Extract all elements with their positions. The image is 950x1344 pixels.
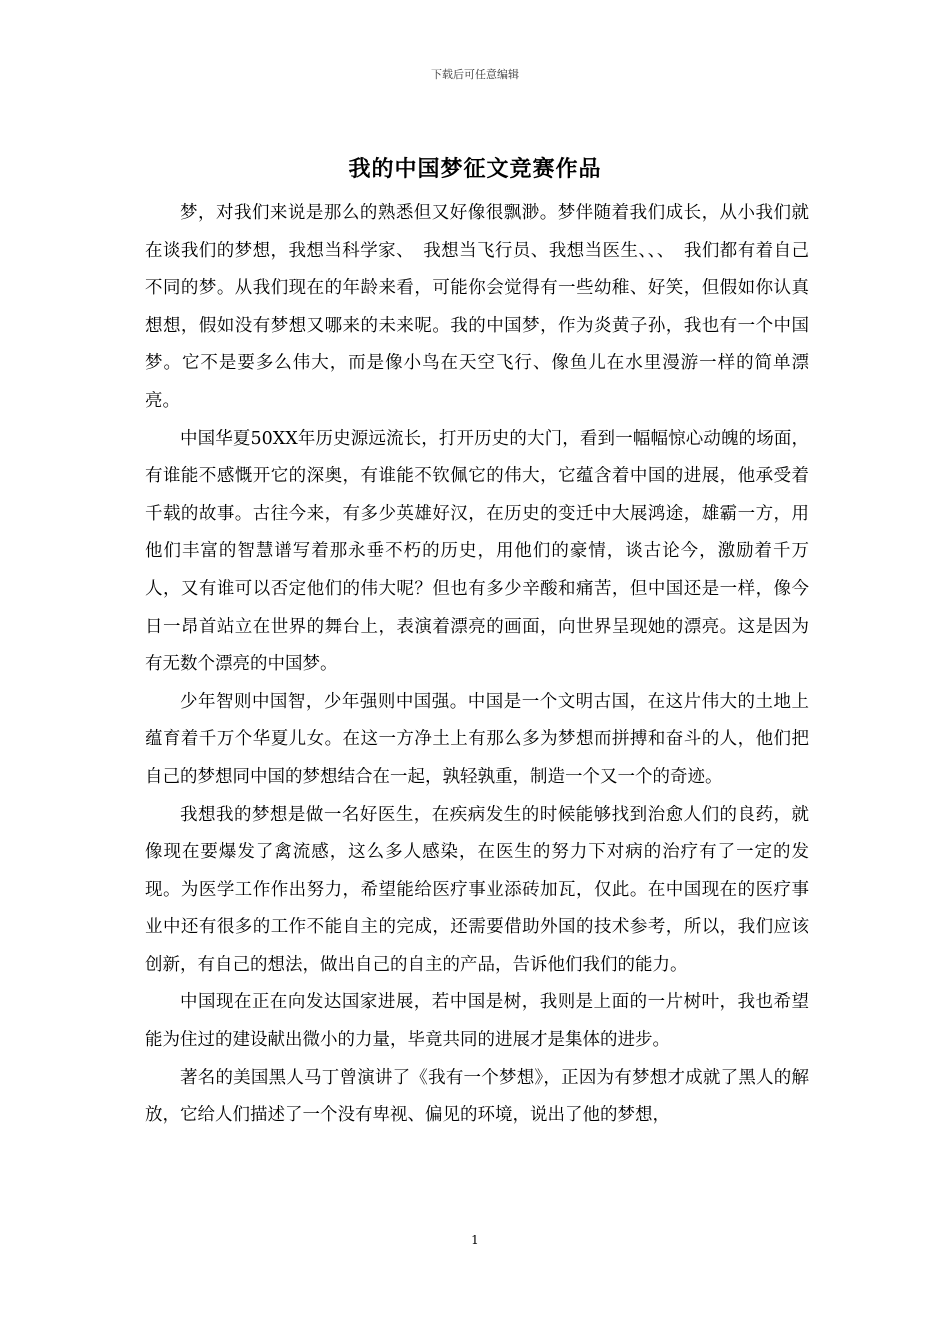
paragraph: 少年智则中国智，少年强则中国强。中国是一个文明古国，在这片伟大的土地上蕴育着千万个华夏儿女。在这一方净土上有那么多为梦想而拼搏和奋斗的人，他们把自己的梦想同中国的梦想结合在一起，孰轻孰重，制造一个又一个的奇迹。 (145, 691, 809, 787)
page-header: 下载后可任意编辑 (431, 68, 519, 81)
paragraph: 中国现在正在向发达国家进展，若中国是树，我则是上面的一片树叶，我也希望能为住过的建设献出微小的力量，毕竟共同的进展才是集体的进步。 (145, 992, 809, 1051)
document-title: 我的中国梦征文竞赛作品 (348, 157, 602, 182)
paragraph: 著名的美国黑人马丁曾演讲了《我有一个梦想》，正因为有梦想才成就了黑人的解放，它给人们描述了一个没有卑视、偏见的环境，说出了他的梦想， (145, 1067, 809, 1126)
paragraph: 我想我的梦想是做一名好医生，在疾病发生的时候能够找到治愈人们的良药，就像现在要爆发了禽流感，这么多人感染，在医生的努力下对病的治疗有了一定的发现。为医学工作作出努力，希望能给医疗事业添砖加瓦，仅此。在中国现在的医疗事业中还有很多的工作不能自主的完成，还需要借助外国的技术参考，所以，我们应该创新，有自己的想法，做出自己的自主的产品，告诉他们我们的能力。 (145, 804, 809, 975)
page-number: 1 (471, 1233, 479, 1247)
paragraph: 中国华夏50XX年历史源远流长，打开历史的大门，看到一幅幅惊心动魄的场面，有谁能不感慨开它的深奥，有谁能不钦佩它的伟大，它蕴含着中国的进展，他承受着千载的故事。古往今来，有多少英雄好汉，在历史的变迁中大展鸿途，雄霸一方，用他们丰富的智慧谱写着那永垂不朽的历史，用他们的豪情，谈古论今，激励着千万人，又有谁可以否定他们的伟大呢？但也有多少辛酸和痛苦，但中国还是一样，像今日一昂首站立在世界的舞台上，表演着漂亮的画面，向世界呈现她的漂亮。这是因为有无数个漂亮的中国梦。 (145, 428, 809, 675)
document-body (145, 195, 809, 1135)
paragraph: 梦，对我们来说是那么的熟悉但又好像很飘渺。梦伴随着我们成长，从小我们就在谈我们的梦想，我想当科学家、 我想当飞行员、我想当医生、、、 我们都有着自己不同的梦。从我们现在的年龄来看，可能你会觉得有一些幼稚、好笑，但假如你认真想想，假如没有梦想又哪来的未来呢。我的中国梦，作为炎黄子孙，我也有一个中国梦。它不是要多么伟大，而是像小鸟在天空飞行、像鱼儿在水里漫游一样的简单漂亮。 (145, 203, 809, 411)
